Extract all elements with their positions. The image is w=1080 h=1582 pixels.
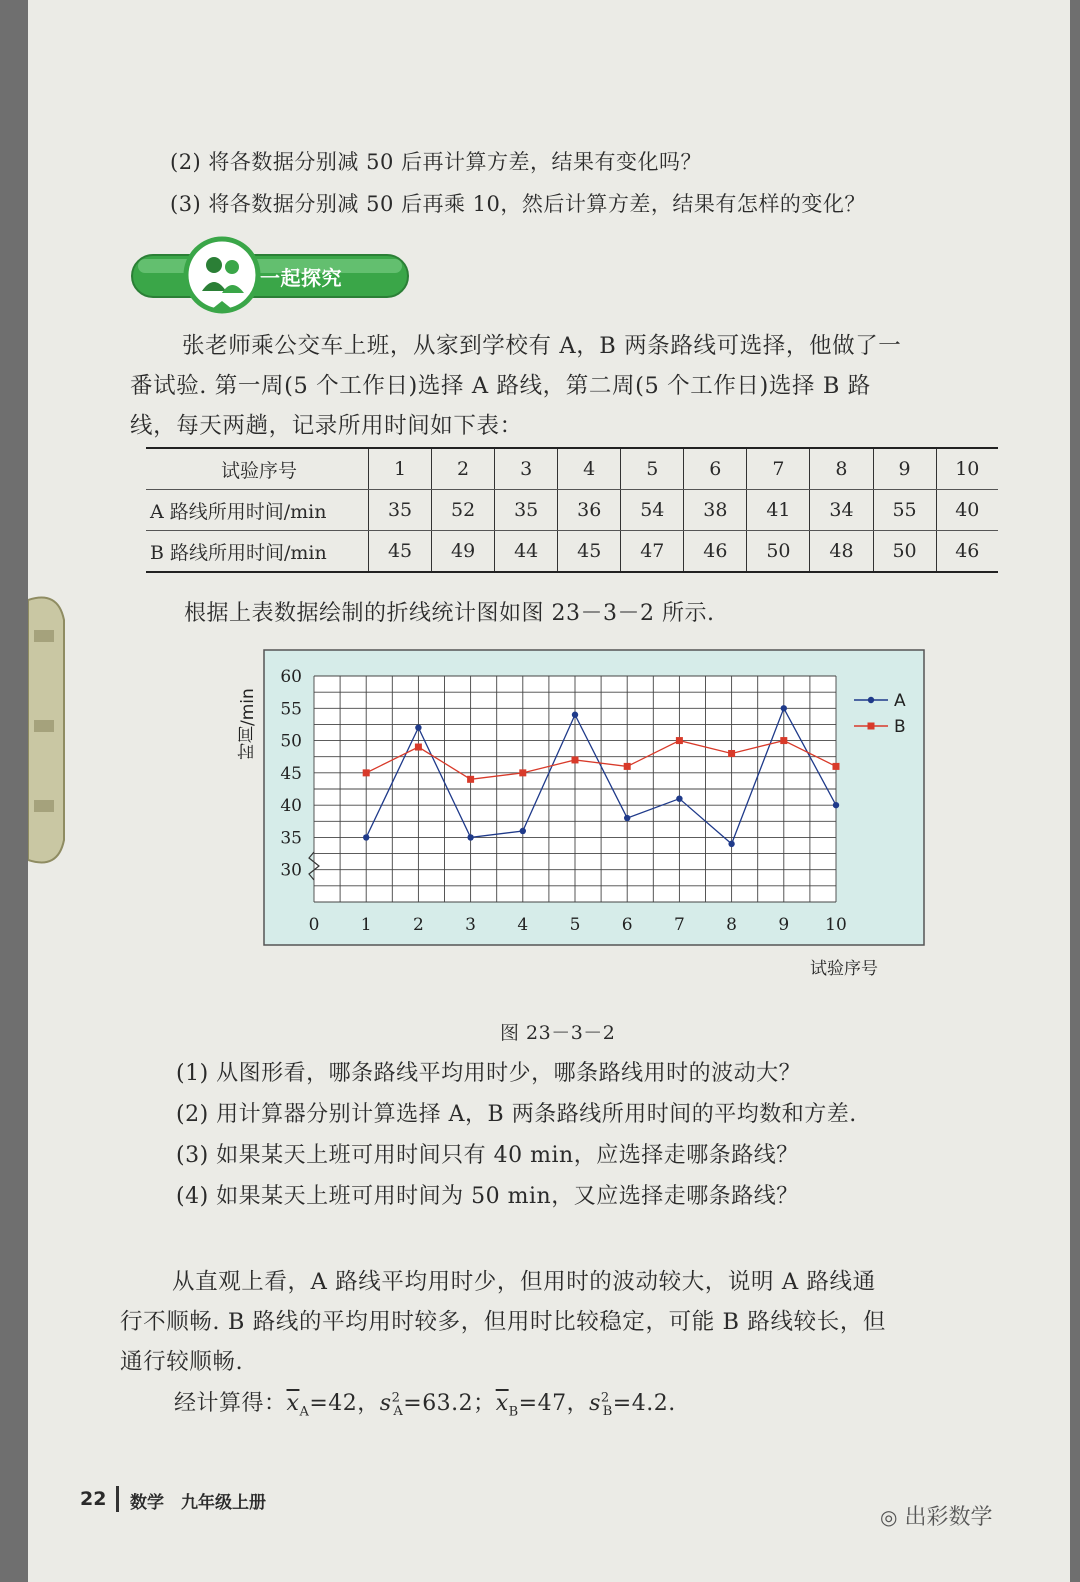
question-1: (1) 从图形看，哪条路线平均用时少，哪条路线用时的波动大？ [176,1061,802,1086]
calc-mean-b: 47 [537,1391,567,1416]
calc-result: 经计算得：$\overline{x}_A=42$，$s^2_A=63.2$；$\overline{x}_B=47$，$s^2_B=4.2$. [174,1390,676,1420]
table-cell: 40 [936,490,998,531]
table-cell: 36 [558,490,621,531]
data-point-B [572,756,579,763]
x-tick-label: 2 [412,915,424,935]
conclusion-line-2: 行不顺畅. B 路线的平均用时较多，但用时比较稳定，可能 B 路线较长，但 [120,1309,887,1335]
data-point-A [728,841,734,847]
table-cell: 4 [558,448,621,490]
conclusion-paragraph [120,1262,1000,1382]
table-cell: 47 [621,531,684,573]
table-cell: 44 [495,531,558,573]
x-tick-label: 6 [621,915,633,935]
conclusion-line-3: 通行较顺畅. [120,1349,244,1375]
intro-line-3: 线，每天两趟，记录所用时间如下表： [130,413,523,439]
x-tick-label: 9 [778,915,790,935]
table-header-row [146,448,998,490]
legend-label-B: B [894,717,906,737]
table-row-label: B 路线所用时间/min [146,531,369,573]
intro-paragraph [130,326,1010,446]
table-cell: 7 [747,448,810,490]
table-cell: 50 [747,531,810,573]
data-point-A [415,724,421,730]
calc-mean-a: 42 [328,1391,358,1416]
table-cell: 10 [936,448,998,490]
watermark [880,1500,992,1531]
data-point-B [519,769,526,776]
legend-label-A: A [894,691,906,711]
chart-intro-text: 根据上表数据绘制的折线统计图如图 23－3－2 所示. [184,601,715,626]
data-point-A [676,795,682,801]
y-axis-label: 时间/min [238,688,258,760]
question-2: (2) 用计算器分别计算选择 A，B 两条路线所用时间的平均数和方差. [176,1102,857,1127]
table-cell: 35 [369,490,432,531]
legend-marker-B [868,723,875,730]
textbook-page [28,0,1070,1582]
table-row [146,490,998,531]
table-cell: 46 [684,531,747,573]
table-cell: 55 [873,490,936,531]
data-point-B [467,776,474,783]
data-point-B [833,763,840,770]
intro-line-2: 番试验. 第一周(5 个工作日)选择 A 路线，第二周(5 个工作日)选择 B 路 [130,373,871,399]
binding-ring-icon [28,590,68,870]
question-4: (4) 如果某天上班可用时间为 50 min，又应选择走哪条路线？ [176,1184,799,1209]
data-point-B [363,769,370,776]
y-tick-label: 55 [280,699,302,720]
table-cell: 48 [810,531,873,573]
intro-line-1: 张老师乘公交车上班，从家到学校有 A，B 两条路线可选择，他做了一 [182,333,902,359]
data-point-A [833,802,839,808]
conclusion-line-1: 从直观上看，A 路线平均用时少，但用时的波动较大，说明 A 路线通 [172,1269,876,1295]
calc-variance-a: 63.2 [422,1391,474,1416]
table-cell: 52 [432,490,495,531]
data-point-A [624,815,630,821]
data-point-B [624,763,631,770]
calc-prefix: 经计算得： [174,1391,287,1416]
data-point-B [415,744,422,751]
y-tick-label: 45 [280,763,302,784]
book-title: 数学 九年级上册 [130,1493,266,1513]
table-cell: 2 [432,448,495,490]
x-axis-label: 试验序号 [810,959,878,979]
footer-divider [116,1486,119,1512]
data-point-A [572,712,578,718]
figure-label: 图 23－3－2 [500,1022,616,1044]
data-point-A [467,834,473,840]
table-cell: 38 [684,490,747,531]
y-tick-label: 30 [280,860,302,881]
data-point-B [728,750,735,757]
question-top-2: (2) 将各数据分别减 50 后再计算方差，结果有变化吗？ [170,150,702,174]
x-tick-label: 10 [825,915,847,935]
table-cell: 46 [936,531,998,573]
table-cell: 6 [684,448,747,490]
table-cell: 8 [810,448,873,490]
table-cell: 35 [495,490,558,531]
travel-time-table [146,447,998,573]
table-cell: 54 [621,490,684,531]
calc-variance-b: 4.2 [631,1391,669,1416]
x-tick-label: 5 [569,915,581,935]
table-cell: 1 [369,448,432,490]
data-point-A [363,834,369,840]
badge-label: 一起探究 [260,266,342,290]
data-point-B [780,737,787,744]
table-cell: 45 [558,531,621,573]
legend-marker-A [868,697,874,703]
y-tick-label: 40 [280,796,302,817]
y-tick-label: 35 [280,828,302,849]
data-point-A [781,705,787,711]
x-tick-label: 7 [673,915,685,935]
line-chart [198,640,938,1000]
table-cell: 50 [873,531,936,573]
data-point-A [520,828,526,834]
y-tick-label: 60 [280,667,302,687]
table-row-label: A 路线所用时间/min [146,490,369,531]
x-tick-label: 3 [465,915,477,935]
question-top-3: (3) 将各数据分别减 50 后再乘 10，然后计算方差，结果有怎样的变化？ [170,192,866,216]
table-cell: 49 [432,531,495,573]
table-cell: 45 [369,531,432,573]
question-3: (3) 如果某天上班可用时间只有 40 min，应选择走哪条路线？ [176,1143,799,1168]
table-cell: 5 [621,448,684,490]
watermark-text: 出彩数学 [904,1505,993,1530]
table-header-label: 试验序号 [146,448,369,490]
page-number: 22 [80,1488,107,1510]
table-cell: 41 [747,490,810,531]
x-tick-label: 8 [726,915,738,935]
x-tick-label: 1 [360,915,372,935]
table-cell: 34 [810,490,873,531]
table-cell: 3 [495,448,558,490]
y-tick-label: 50 [280,731,302,752]
data-point-B [676,737,683,744]
table-row [146,531,998,573]
x-tick-label: 4 [517,915,529,935]
wechat-icon: ◎ [880,1505,898,1529]
x-tick-label: 0 [308,915,320,935]
table-cell: 9 [873,448,936,490]
